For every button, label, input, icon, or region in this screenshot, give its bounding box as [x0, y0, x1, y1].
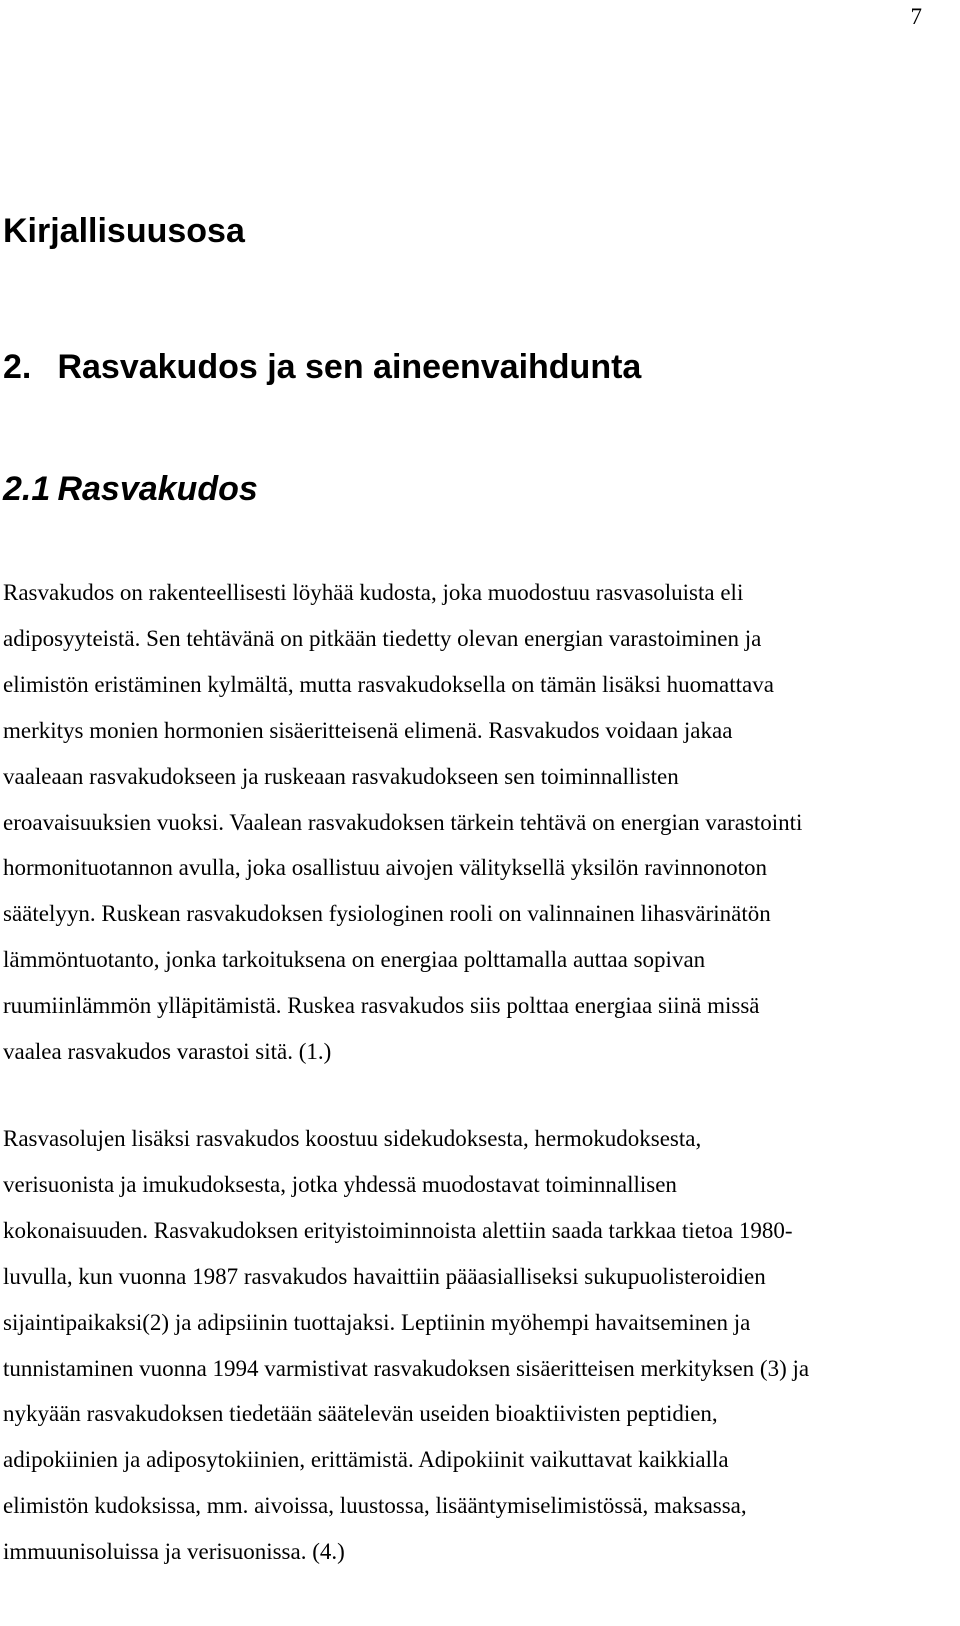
text-line: merkitys monien hormonien sisäeritteisenä elimenä. Rasvakudos voidaan jakaa	[3, 717, 733, 743]
page-number: 7	[910, 4, 922, 29]
text-line: adipokiinien ja adiposytokiinien, erittämistä. Adipokiinit vaikuttavat kaikkialla	[3, 1447, 729, 1473]
paragraph-adipose-tissue-intro	[3, 570, 953, 1075]
subsection-title: Rasvakudos	[57, 470, 258, 508]
text-line: elimistön kudoksissa, mm. aivoissa, luustossa, lisääntymiselimistössä, maksassa,	[3, 1493, 747, 1519]
text-line: vaalea rasvakudos varastoi sitä. (1.)	[3, 1039, 332, 1065]
chapter-number: 2.	[3, 348, 32, 386]
text-line: nykyään rasvakudoksen tiedetään säätelevän useiden bioaktiivisten peptidien,	[3, 1401, 718, 1427]
text-line: Rasvakudos on rakenteellisesti löyhää kudosta, joka muodostuu rasvasoluista eli	[3, 580, 744, 605]
text-line: tunnistaminen vuonna 1994 varmistivat rasvakudoksen sisäeritteisen merkityksen (3) ja	[3, 1355, 810, 1381]
text-line: verisuonista ja imukudoksesta, jotka yhdessä muodostavat toiminnallisen	[3, 1171, 677, 1197]
text-line: adiposyyteistä. Sen tehtävänä on pitkään tiedetty olevan energian varastoiminen ja	[3, 625, 762, 651]
main-heading: Kirjallisuusosa	[3, 212, 245, 250]
text-line: säätelyyn. Ruskean rasvakudoksen fysiologinen rooli on valinnainen lihasvärinätön	[3, 901, 771, 927]
text-line: eroavaisuuksien vuoksi. Vaalean rasvakudoksen tärkein tehtävä on energian varastointi	[3, 809, 803, 835]
text-line: elimistön eristäminen kylmältä, mutta rasvakudoksella on tämän lisäksi huomattava	[3, 671, 774, 697]
text-line: sijaintipaikaksi(2) ja adipsiinin tuottajaksi. Leptiinin myöhempi havaitseminen ja	[3, 1309, 751, 1335]
text-line: luvulla, kun vuonna 1987 rasvakudos havaittiin pääasialliseksi sukupuolisteroidien	[3, 1263, 766, 1289]
subsection-number: 2.1	[3, 470, 51, 508]
text-line: Rasvasolujen lisäksi rasvakudos koostuu sidekudoksesta, hermokudoksesta,	[3, 1126, 702, 1151]
paragraph-adipose-tissue-composition	[3, 1116, 953, 1575]
text-line: ruumiinlämmön ylläpitämistä. Ruskea rasvakudos siis polttaa energiaa siinä missä	[3, 993, 760, 1019]
text-line: hormonituotannon avulla, joka osallistuu aivojen välityksellä yksilön ravinnonoton	[3, 855, 767, 881]
subsection-heading	[3, 470, 258, 509]
text-line: immuunisoluissa ja verisuonissa. (4.)	[3, 1539, 345, 1565]
text-line: kokonaisuuden. Rasvakudoksen erityistoiminnoista alettiin saada tarkkaa tietoa 1980-	[3, 1217, 793, 1243]
text-line: vaaleaan rasvakudokseen ja ruskeaan rasvakudokseen sen toiminnallisten	[3, 763, 679, 789]
text-line: lämmöntuotanto, jonka tarkoituksena on energiaa polttamalla auttaa sopivan	[3, 947, 706, 973]
chapter-heading	[3, 348, 641, 387]
chapter-title: Rasvakudos ja sen aineenvaihdunta	[57, 348, 642, 386]
